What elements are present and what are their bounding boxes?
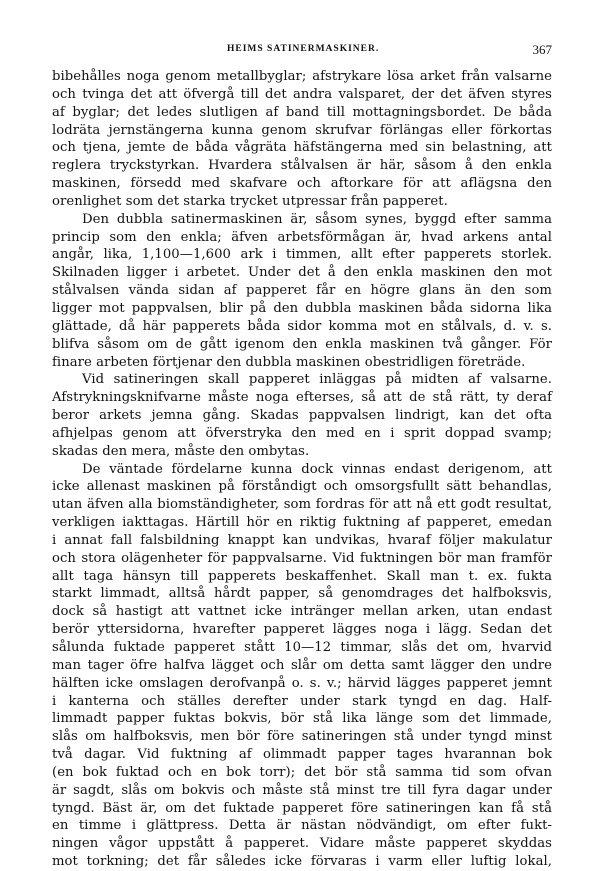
text-line: skadas den mera, måste den ombytas. bbox=[52, 443, 310, 459]
text-line: princip som den enkla; äfven arbetsförmågan är, hvad arkens antal bbox=[52, 229, 552, 245]
text-line: mot torkning; det får således icke förvaras i varm eller luftig lokal, bbox=[52, 854, 552, 870]
text-line: berör yttersidorna, hvarefter papperet lägges noga i lägg. Sedan det bbox=[52, 622, 552, 638]
text-line: lodräta jernstängerna kunna genom skrufvar förlängas eller förkortas bbox=[52, 122, 552, 138]
text-line: i annat fall falsbildning knappt kan undvikas, hvaraf följer makulatur bbox=[52, 532, 552, 548]
text-line: man tager öfre halfva lägget och slår om detta samt lägger den undre bbox=[52, 657, 552, 673]
text-line: och tjena, jemte de båda vågräta häfstängerna med sin belastning, att bbox=[52, 140, 552, 156]
text-line: och stora olägenheter för pappvalsarne. Vid fuktningen bör man framför bbox=[52, 550, 552, 566]
text-line: hälften icke omslagen derofvanpå o. s. v.; härvid lägges papperet jemnt bbox=[52, 675, 552, 691]
text-line: maskinen, försedd med skafvare och aftorkare för att aflägsna den bbox=[52, 176, 552, 192]
text-line: blifva såsom om de gått igenom den enkla maskinen två gånger. För bbox=[52, 336, 552, 352]
text-line: Vid satineringen skall papperet inläggas på midten af valsarne. bbox=[82, 372, 552, 388]
text-line: är sagdt, slås om bokvis och måste stå minst tre till fyra dagar under bbox=[52, 782, 552, 798]
running-title: HEIMS SATINERMASKINER. bbox=[227, 44, 380, 54]
text-line: reglera tryckstyrkan. Hvardera stålvalsen är här, såsom å den enkla bbox=[52, 158, 552, 174]
text-line: beror arkets jemna gång. Skadas pappvalsen lindrigt, kan det ofta bbox=[52, 408, 552, 424]
text-line: Afstrykningsknifvarne måste noga efterses, så att de stå rätt, ty deraf bbox=[52, 390, 552, 406]
text-line: verkligen iakttagas. Härtill hör en riktig fuktning af papperet, emedan bbox=[52, 515, 552, 531]
text-line: ligger mot pappvalsen, blir på den dubbla maskinen båda sidorna lika bbox=[52, 300, 552, 316]
text-line: limmadt papper fuktas bokvis, bör stå lika länge som det limmade, bbox=[52, 711, 552, 727]
text-line: tyngd. Bäst är, om det fuktade papperet före satineringen kan få stå bbox=[52, 800, 552, 816]
text-line: två dagar. Vid fuktning af olimmadt papper tages hvarannan bok bbox=[52, 747, 552, 763]
text-line: allt taga hänsyn till papperets beskaffenhet. Skall man t. ex. fukta bbox=[52, 568, 552, 584]
text-line: ningen vågor uppstått å papperet. Vidare måste papperet skyddas bbox=[52, 836, 552, 852]
text-line: en timme i glättpress. Detta är nästan nödvändigt, om efter fukt- bbox=[52, 818, 552, 834]
book-page bbox=[52, 42, 552, 871]
text-line: af byglar; det ledes slutligen af band till mottagningsbordet. De båda bbox=[52, 104, 552, 120]
text-line: afhjelpas genom att öfverstryka den med en i sprit doppad svamp; bbox=[52, 425, 552, 441]
text-line: Skilnaden ligger i arbetet. Under det å den enkla maskinen den mot bbox=[52, 265, 552, 281]
text-line: starkt limmadt, alltså hårdt papper, så genomdrages det halfboksvis, bbox=[52, 586, 552, 602]
text-line: Den dubbla satinermaskinen är, såsom synes, byggd efter samma bbox=[82, 211, 552, 227]
body-text bbox=[52, 68, 552, 871]
text-line: slås om halfboksvis, men bör före satineringen stå under tyngd minst bbox=[52, 729, 552, 745]
text-line: glättade, då här papperets båda sidor komma mot en stålvals, d. v. s. bbox=[52, 318, 552, 334]
text-line: och tvinga det att öfvergå till det andra valsparet, der det äfven styres bbox=[52, 86, 552, 102]
text-line: dock så hastigt att vattnet icke intränger mellan arken, utan endast bbox=[52, 604, 552, 620]
text-line: bibehålles noga genom metallbyglar; afstrykare lösa arket från valsarne bbox=[52, 69, 552, 84]
text-line: utan äfven alla biomständigheter, som fordras för att nå ett godt resultat, bbox=[52, 497, 552, 513]
page-number: 367 bbox=[532, 42, 552, 57]
text-line: i kanterna och ställes derefter under stark tyngd en dag. Half- bbox=[52, 693, 552, 709]
text-line: orenlighet som det starka trycket utpressar från papperet. bbox=[52, 193, 448, 209]
text-line: icke allenast maskinen på förståndigt och omsorgsfullt sätt behandlas, bbox=[52, 479, 552, 495]
text-line: finare arbeten förtjenar den dubbla maskinen obestridligen företräde. bbox=[52, 354, 526, 370]
text-line: De väntade fördelarne kunna dock vinnas endast derigenom, att bbox=[82, 461, 552, 477]
running-header bbox=[52, 42, 552, 62]
text-line: sålunda fuktade papperet stått 10—12 timmar, slås det om, hvarvid bbox=[52, 640, 552, 655]
text-line: angår, lika, 1,100—1,600 ark i timmen, allt efter papperets storlek. bbox=[52, 247, 552, 263]
text-line: (en bok fuktad och en bok torr); det bör stå samma tid som ofvan bbox=[52, 764, 552, 780]
text-line: stålvalsen vända sidan af papperet får en högre glans än den som bbox=[52, 283, 552, 299]
